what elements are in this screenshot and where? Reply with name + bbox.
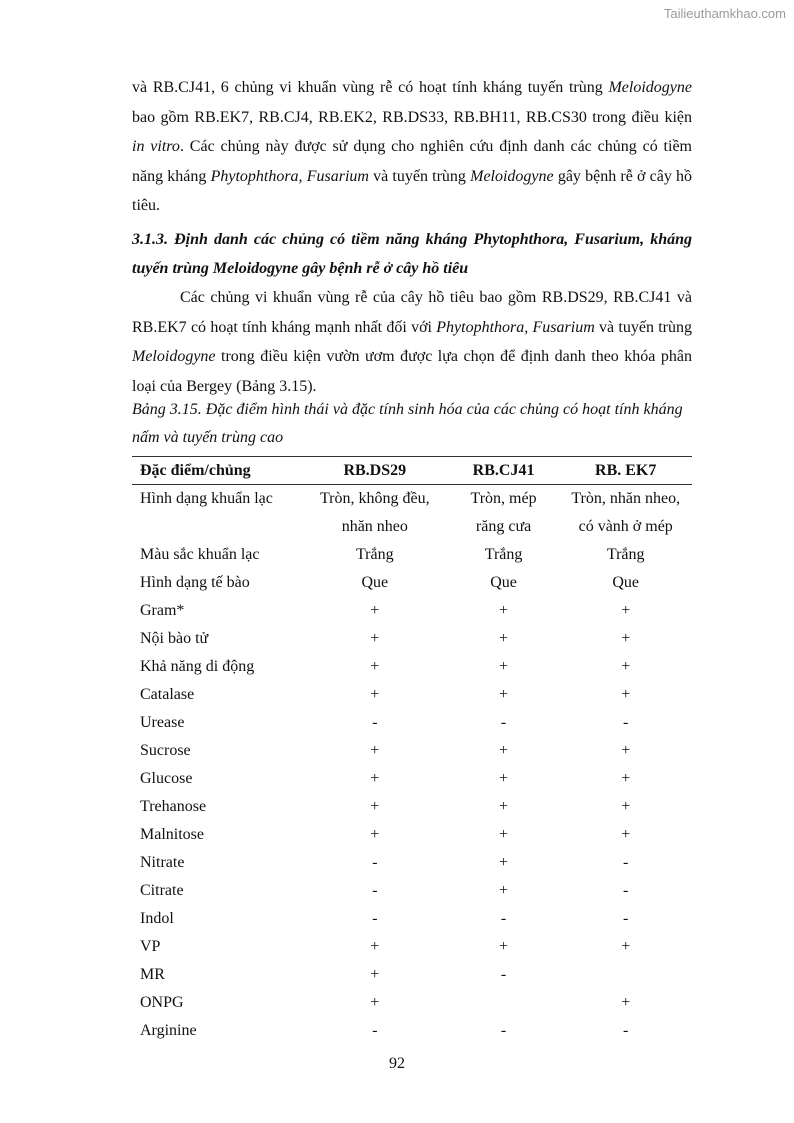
table-cell: + bbox=[370, 798, 380, 815]
table-row bbox=[132, 989, 692, 1017]
table-cell: + bbox=[621, 686, 631, 703]
table-cell: + bbox=[370, 770, 380, 787]
table-cell bbox=[132, 513, 302, 541]
table-row bbox=[132, 485, 692, 514]
table-cell: VP bbox=[140, 938, 161, 955]
table-cell: Hình dạng tế bào bbox=[140, 574, 250, 591]
text-run: bao gồm RB.EK7, RB.CJ4, RB.EK2, RB.DS33, RB.BH11, RB.CS30 trong điều kiện bbox=[132, 108, 692, 126]
table-cell: Urease bbox=[140, 714, 185, 731]
table-cell: + bbox=[621, 938, 631, 955]
table-row bbox=[132, 513, 692, 541]
text-run: gây bệnh rễ ở cây hồ tiêu. bbox=[132, 167, 693, 214]
table-cell: + bbox=[499, 742, 509, 759]
table-cell: Catalase bbox=[140, 686, 195, 703]
italic-run: Meloidogyne bbox=[470, 167, 554, 185]
table-cell: Malnitose bbox=[140, 826, 204, 843]
characteristics-table bbox=[132, 456, 692, 1045]
table-cell: Trắng bbox=[606, 546, 645, 563]
table-cell: + bbox=[499, 630, 509, 647]
table-caption: Bảng 3.15. Đặc điểm hình thái và đặc tính sinh hóa của các chủng có hoạt tính kháng nấm và tuyến trùng cao bbox=[132, 401, 683, 446]
table-cell: Trắng bbox=[355, 546, 394, 563]
table-cell: - bbox=[500, 714, 507, 731]
table-cell: + bbox=[370, 826, 380, 843]
table-row bbox=[132, 1017, 692, 1045]
table-row bbox=[132, 821, 692, 849]
paragraph-method bbox=[132, 283, 692, 401]
table-cell: - bbox=[372, 854, 378, 871]
table-row bbox=[132, 569, 692, 597]
table-row bbox=[132, 625, 692, 653]
table-cell: - bbox=[623, 910, 629, 927]
table-cell: + bbox=[370, 966, 380, 983]
page-number: 92 bbox=[389, 1055, 405, 1072]
text-run: . Các chủng này được sử dụng cho nghiên cứu định danh các chủng có tiềm năng kháng bbox=[132, 138, 692, 185]
table-cell: + bbox=[499, 882, 509, 899]
table-cell: + bbox=[499, 826, 509, 843]
table-cell: + bbox=[499, 938, 509, 955]
table-cell: - bbox=[623, 854, 629, 871]
table-cell: + bbox=[621, 602, 631, 619]
table-cell: có vành ở mép bbox=[578, 518, 673, 535]
table-cell: + bbox=[499, 686, 509, 703]
table-cell: Citrate bbox=[140, 882, 184, 899]
table-cell: Tròn, mép bbox=[470, 490, 537, 507]
table-cell: Que bbox=[361, 574, 389, 591]
table-cell: - bbox=[372, 1022, 378, 1039]
table-row bbox=[132, 765, 692, 793]
table-cell: Tròn, không đều, bbox=[319, 490, 430, 507]
table-row bbox=[132, 737, 692, 765]
watermark: Tailieuthamkhao.com bbox=[663, 6, 786, 21]
table-cell: + bbox=[370, 994, 380, 1011]
section-heading: 3.1.3. Định danh các chủng có tiềm năng kháng Phytophthora, Fusarium, kháng tuyến trùng Meloidogyne gây bệnh rễ ở cây hồ tiêu bbox=[132, 231, 692, 277]
table-row bbox=[132, 849, 692, 877]
table-cell: + bbox=[499, 602, 509, 619]
table-row bbox=[132, 905, 692, 933]
table-cell: + bbox=[499, 854, 509, 871]
table-cell: + bbox=[621, 658, 631, 675]
italic-run: Meloidogyne bbox=[608, 79, 692, 96]
table-body bbox=[132, 485, 692, 1046]
italic-run: Phytophthora, Fusarium bbox=[436, 318, 595, 336]
text-run: và tuyến trùng bbox=[594, 318, 693, 336]
table-cell: + bbox=[499, 658, 509, 675]
table-row bbox=[132, 681, 692, 709]
table-cell: + bbox=[499, 798, 509, 815]
table-cell: + bbox=[621, 742, 631, 759]
text-run: và RB.CJ41, 6 chủng vi khuẩn vùng rễ có hoạt tính kháng tuyến trùng bbox=[132, 79, 609, 96]
table-row bbox=[132, 793, 692, 821]
table-cell: - bbox=[623, 714, 629, 731]
header-cell: RB.CJ41 bbox=[448, 457, 560, 485]
header-cell: RB. EK7 bbox=[559, 457, 692, 485]
text-run: trong điều kiện vườn ươm được lựa chọn để định danh theo khóa phân loại của Bergey (Bảng 3.15). bbox=[132, 348, 692, 395]
paragraph-intro bbox=[132, 73, 692, 221]
table-cell: + bbox=[370, 938, 380, 955]
table-cell: + bbox=[621, 770, 631, 787]
table-cell: - bbox=[623, 1022, 629, 1039]
table-cell: Glucose bbox=[140, 770, 193, 787]
table-cell: + bbox=[370, 686, 380, 703]
table-cell: Hình dạng khuẩn lạc bbox=[140, 490, 273, 507]
table-cell bbox=[559, 961, 692, 989]
table-row bbox=[132, 597, 692, 625]
italic-run: Phytophthora, Fusarium bbox=[210, 167, 369, 185]
table-cell: Indol bbox=[140, 910, 174, 927]
table-cell: Trehanose bbox=[140, 798, 207, 815]
table-cell: ONPG bbox=[140, 994, 184, 1011]
table-row bbox=[132, 961, 692, 989]
text-run: và tuyến trùng bbox=[368, 167, 471, 185]
table-cell: - bbox=[500, 1022, 507, 1039]
table-cell: Que bbox=[612, 574, 640, 591]
table-cell: + bbox=[499, 770, 509, 787]
table-cell: Que bbox=[490, 574, 517, 591]
table-cell: - bbox=[500, 966, 507, 983]
table-cell: - bbox=[372, 882, 378, 899]
table-cell: Tròn, nhăn nheo, bbox=[571, 490, 681, 507]
table-cell: Khả năng di động bbox=[140, 658, 255, 675]
table-row bbox=[132, 709, 692, 737]
table-cell: - bbox=[623, 882, 629, 899]
table-cell: + bbox=[621, 826, 631, 843]
table-cell: Arginine bbox=[140, 1022, 197, 1039]
header-cell: Đặc điểm/chủng bbox=[132, 457, 302, 485]
table-row bbox=[132, 541, 692, 569]
table-cell: Gram* bbox=[140, 602, 185, 619]
italic-run: in vitro bbox=[132, 138, 180, 155]
table-cell: Nitrate bbox=[140, 854, 185, 871]
table-cell: Sucrose bbox=[140, 742, 191, 759]
table-row bbox=[132, 933, 692, 961]
table-cell: - bbox=[372, 714, 378, 731]
table-cell: + bbox=[621, 994, 631, 1011]
table-cell: - bbox=[500, 910, 507, 927]
table-cell: + bbox=[370, 630, 380, 647]
table-cell: Màu sắc khuẩn lạc bbox=[140, 546, 260, 563]
table-cell: + bbox=[621, 630, 631, 647]
table-row bbox=[132, 653, 692, 681]
table-cell: Trắng bbox=[484, 546, 523, 563]
table-cell bbox=[448, 989, 560, 1017]
header-cell: RB.DS29 bbox=[302, 457, 448, 485]
table-cell: MR bbox=[140, 966, 165, 983]
table-cell: + bbox=[370, 658, 380, 675]
table-cell: nhăn nheo bbox=[341, 518, 408, 535]
table-cell: + bbox=[370, 602, 380, 619]
table-cell: - bbox=[372, 910, 378, 927]
table-cell: răng cưa bbox=[475, 518, 532, 535]
table-cell: + bbox=[370, 742, 380, 759]
italic-run: Meloidogyne bbox=[132, 348, 216, 365]
table-header-row bbox=[132, 457, 692, 485]
table-row bbox=[132, 877, 692, 905]
text-run: Các chủng vi khuẩn vùng rễ của cây hồ tiêu bao gồm RB.DS29, RB.CJ41 và RB.EK7 có hoạt tính kháng mạnh nhất đối với bbox=[132, 289, 692, 336]
table-cell: + bbox=[621, 798, 631, 815]
table-cell: Nội bào tử bbox=[140, 630, 209, 647]
